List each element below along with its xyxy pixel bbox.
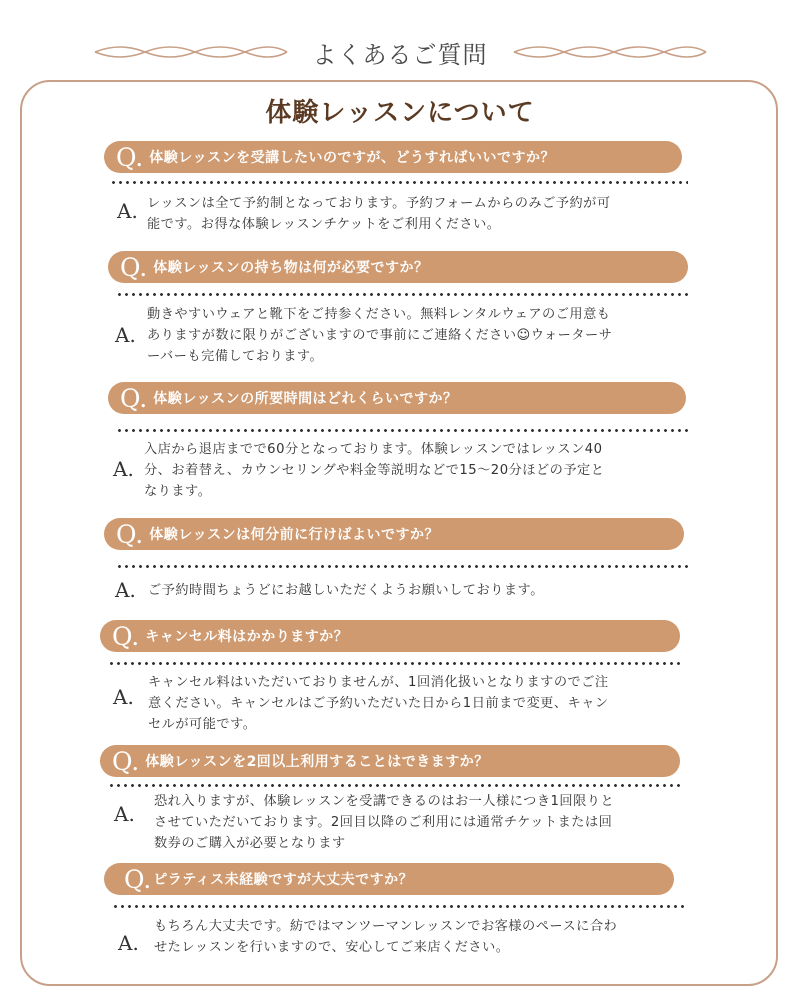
answer-text bbox=[148, 672, 609, 735]
answer-line: 動きやすいウェアと靴下をご持参ください。無料レンタルウェアのご用意も bbox=[147, 307, 611, 322]
q-mark: Q. bbox=[124, 864, 152, 894]
left-ornament-icon bbox=[91, 42, 291, 62]
a-mark: A. bbox=[115, 578, 136, 602]
question-text: 体験レッスンの持ち物は何が必要ですか？ bbox=[153, 260, 429, 276]
answer-line: 数券のご購入が必要となります bbox=[154, 836, 346, 851]
answer-text bbox=[147, 193, 611, 235]
answer-text bbox=[148, 580, 544, 601]
right-ornament-icon bbox=[510, 42, 710, 62]
question-bar[interactable] bbox=[104, 863, 674, 895]
answer-line: もちろん大丈夫です。紡ではマンツーマンレッスンでお客様のペースに合わ bbox=[154, 919, 618, 934]
a-mark: A. bbox=[113, 685, 134, 709]
question-bar[interactable] bbox=[104, 141, 682, 173]
question-text: キャンセル料はかかりますか？ bbox=[145, 629, 349, 645]
answer-line: せたレッスンを行いますので、安心してご来店ください。 bbox=[154, 940, 510, 955]
question-bar[interactable] bbox=[108, 251, 688, 283]
dotted-divider bbox=[108, 784, 684, 787]
answer-line: キャンセル料はいただいておりませんが、1回消化扱いとなりますのでご注 bbox=[148, 675, 609, 690]
question-text: 体験レッスンの所要時間はどれくらいですか？ bbox=[153, 391, 458, 407]
dotted-divider bbox=[108, 662, 684, 665]
question-bar[interactable] bbox=[104, 518, 684, 550]
q-mark: Q. bbox=[116, 519, 144, 549]
page-header bbox=[0, 30, 800, 74]
question-bar[interactable] bbox=[100, 620, 680, 652]
a-mark: A. bbox=[118, 931, 139, 955]
answer-line: なります。 bbox=[144, 484, 212, 499]
answer-line: レッスンは全て予約制となっております。予約フォームからのみご予約が可 bbox=[147, 196, 611, 211]
q-mark: Q. bbox=[112, 746, 140, 776]
q-mark: Q. bbox=[120, 252, 148, 282]
answer-text bbox=[147, 304, 612, 367]
dotted-divider bbox=[116, 429, 690, 432]
answer-text bbox=[144, 439, 604, 502]
answer-line: させていただいております。2回目以降のご利用には通常チケットまたは回 bbox=[154, 815, 613, 830]
question-text: 体験レッスンは何分前に行けばよいですか？ bbox=[149, 527, 440, 543]
q-mark: Q. bbox=[112, 621, 140, 651]
answer-line: 入店から退店までで60分となっております。体験レッスンではレッスン40 bbox=[144, 442, 603, 457]
q-mark: Q. bbox=[120, 383, 148, 413]
a-mark: A. bbox=[117, 199, 138, 223]
answer-line: ーバーも完備しております。 bbox=[147, 349, 324, 364]
section-title: 体験レッスンについて bbox=[265, 98, 535, 128]
answer-line: ありますが数に限りがございますので事前にご連絡ください☺ウォーターサ bbox=[147, 328, 613, 343]
dotted-divider bbox=[112, 905, 688, 908]
answer-text bbox=[154, 916, 617, 958]
a-mark: A. bbox=[114, 802, 135, 826]
answer-line: 恐れ入りますが、体験レッスンを受講できるのはお一人様につき1回限りと bbox=[154, 794, 615, 809]
answer-text bbox=[154, 791, 614, 854]
question-text: 体験レッスンを受講したいのですが、どうすればいいですか？ bbox=[149, 150, 556, 166]
question-bar[interactable] bbox=[108, 382, 686, 414]
answer-line: ご予約時間ちょうどにお越しいただくようお願いしております。 bbox=[148, 583, 544, 598]
question-bar[interactable] bbox=[100, 745, 680, 777]
answer-line: セルが可能です。 bbox=[148, 717, 257, 732]
a-mark: A. bbox=[113, 457, 134, 481]
a-mark: A. bbox=[115, 323, 136, 347]
q-mark: Q. bbox=[116, 142, 144, 172]
answer-line: 意ください。キャンセルはご予約いただいた日から1日前まで変更、キャン bbox=[148, 696, 609, 711]
dotted-divider bbox=[110, 181, 688, 184]
dotted-divider bbox=[116, 293, 690, 296]
question-text: 体験レッスンを2回以上利用することはできますか？ bbox=[145, 754, 489, 770]
page-title: よくあるご質問 bbox=[312, 40, 488, 69]
dotted-divider bbox=[116, 565, 690, 568]
answer-line: 分、お着替え、カウンセリングや料金等説明などで15〜20分ほどの予定と bbox=[144, 463, 605, 478]
answer-line: 能です。お得な体験レッスンチケットをご利用ください。 bbox=[147, 217, 501, 232]
question-text: ピラティス未経験ですが大丈夫ですか？ bbox=[153, 872, 414, 888]
